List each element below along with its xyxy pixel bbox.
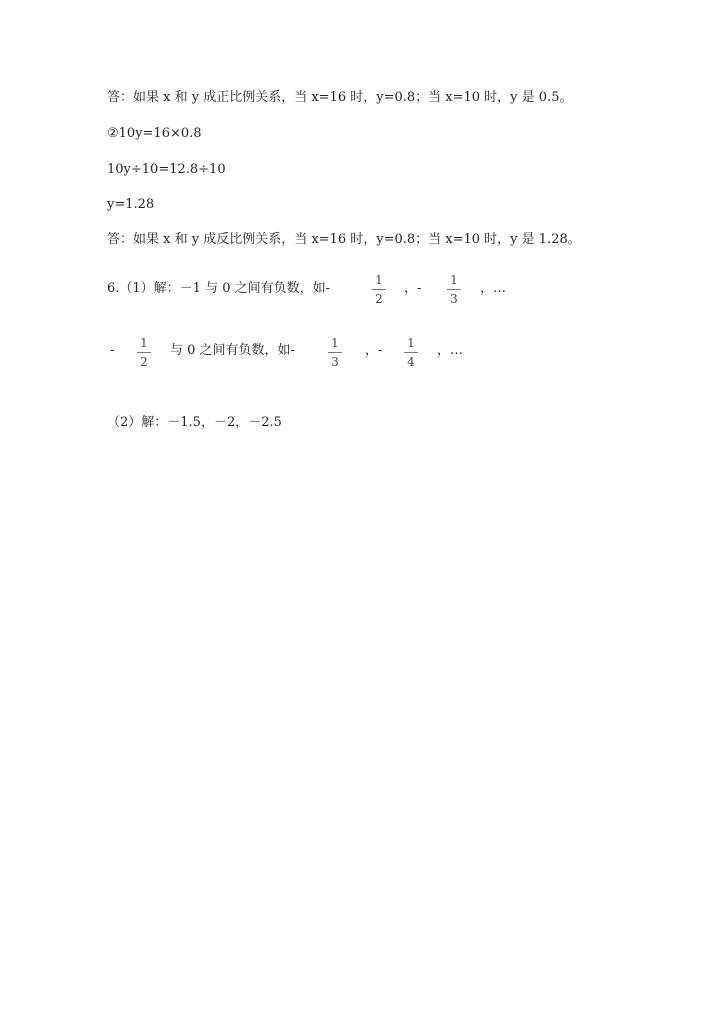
- answer-inverse-proportion: 答：如果 x 和 y 成反比例关系，当 x=16 时，y=0.8；当 x=10 时，y 是 1.28。: [107, 232, 581, 247]
- fraction-denominator: 2: [140, 355, 148, 369]
- fraction-numerator: 1: [331, 336, 339, 350]
- q6-part1-text: 6.（1）解：－1 与 0 之间有负数，如-: [107, 281, 331, 296]
- equation-step-2: 10y÷10=12.8÷10: [107, 162, 226, 177]
- fraction-one-fourth: [403, 336, 419, 369]
- q6-part2-text: （2）解：－1.5，－2，－2.5: [107, 415, 282, 430]
- fraction-denominator: 2: [375, 292, 383, 306]
- fraction-one-half: [371, 273, 387, 306]
- separator: ，-: [365, 343, 383, 358]
- fraction-numerator: 1: [375, 273, 383, 287]
- equation-step-3: y=1.28: [107, 197, 155, 212]
- equation-step-1: ②10y=16×0.8: [107, 126, 202, 141]
- fraction-denominator: 4: [407, 355, 415, 369]
- fraction-numerator: 1: [450, 273, 458, 287]
- fraction-bar: [137, 352, 151, 353]
- fraction-bar: [372, 289, 386, 290]
- fraction-numerator: 1: [140, 336, 148, 350]
- fraction-one-third: [327, 336, 343, 369]
- ellipsis: ，…: [480, 281, 507, 296]
- answer-direct-proportion: 答：如果 x 和 y 成正比例关系，当 x=16 时，y=0.8；当 x=10 时，y 是 0.5。: [107, 90, 573, 105]
- q6-line2-text: 与 0 之间有负数，如-: [170, 343, 295, 358]
- fraction-bar: [328, 352, 342, 353]
- separator: ，-: [404, 281, 422, 296]
- fraction-numerator: 1: [407, 336, 415, 350]
- fraction-bar: [404, 352, 418, 353]
- fraction-bar: [447, 289, 461, 290]
- ellipsis: ，…: [437, 343, 464, 358]
- fraction-denominator: 3: [450, 292, 458, 306]
- fraction-denominator: 3: [331, 355, 339, 369]
- fraction-one-third: [446, 273, 462, 306]
- minus-sign: -: [110, 343, 115, 358]
- fraction-one-half: [136, 336, 152, 369]
